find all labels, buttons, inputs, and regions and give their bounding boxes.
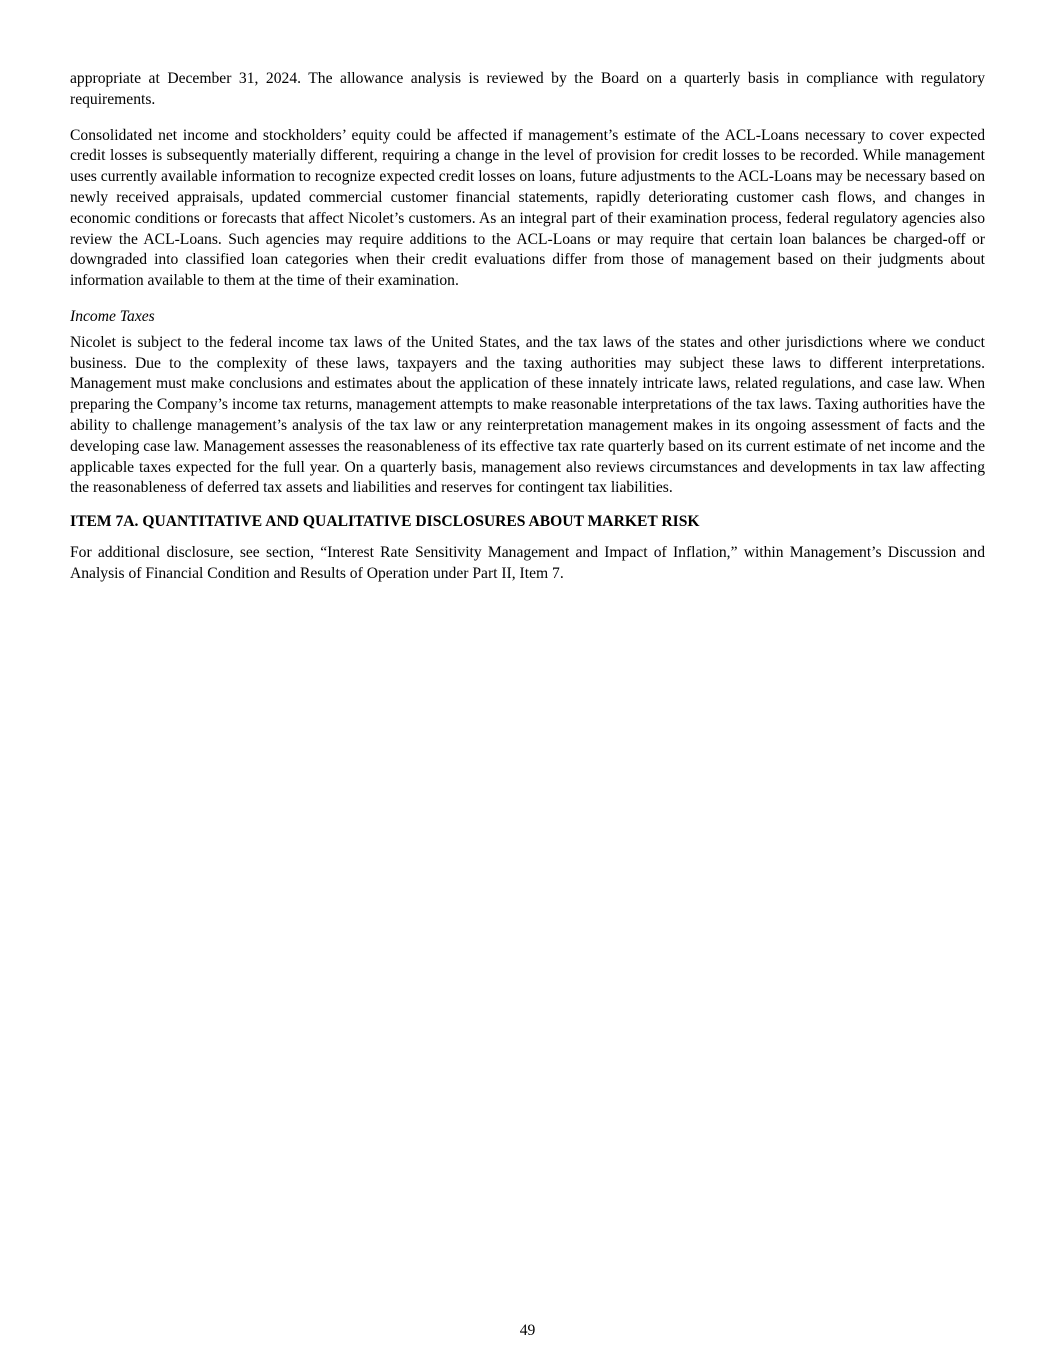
income-taxes-paragraph: Nicolet is subject to the federal income tax laws of the United States, and the tax laws of the states and other jurisdictions where we conduct business. Due to the complexity of these laws, taxpayers and the taxing authorities may subject these laws to different interpretations. Management must make conclusions and estimates about the application of these innately intricate laws, related regulations, and case law. When preparing the Company’s income tax returns, management attempts to make reasonable interpretations of the tax laws. Taxing authorities have the ability to challenge management’s analysis of the tax law or any reinterpretation management makes in its ongoing assessment of facts and the developing case law. Management assesses the reasonableness of its effective tax rate quarterly based on its current estimate of net income and the applicable taxes expected for the full year. On a quarterly basis, management also reviews circumstances and developments in tax law affecting the reasonableness of deferred tax assets and liabilities and reserves for contingent tax liabilities. — [70, 333, 985, 497]
income-taxes-heading: Income Taxes — [70, 307, 155, 325]
item-7a-heading: ITEM 7A. QUANTITATIVE AND QUALITATIVE DISCLOSURES ABOUT MARKET RISK — [70, 513, 700, 531]
net-income-equity-paragraph: Consolidated net income and stockholders’ equity could be affected if management’s estimate of the ACL-Loans necessary to cover expected credit losses is subsequently materially different, requiring a change in the level of provision for credit losses to be recorded. While management uses currently available information to recognize expected credit losses on loans, future adjustments to the ACL-Loans may be necessary based on newly received appraisals, updated commercial customer financial statements, rapidly deteriorating customer cash flows, and changes in economic conditions or forecasts that affect Nicolet’s customers. As an integral part of their examination process, federal regulatory agencies also review the ACL-Loans. Such agencies may require additions to the ACL-Loans or may require that certain loan balances be charged-off or downgraded into classified loan categories when their credit evaluations differ from those of management based on their judgments about information available to them at the time of their examination. — [70, 126, 985, 290]
allowance-review-paragraph: appropriate at December 31, 2024. The allowance analysis is reviewed by the Board on a quarterly basis in compliance with regulatory requirements. — [70, 70, 985, 108]
page-number: 49 — [519, 1322, 536, 1339]
document-body — [70, 69, 985, 585]
additional-disclosure-paragraph: For additional disclosure, see section, “Interest Rate Sensitivity Management and Impact of Inflation,” within Management’s Discussion and Analysis of Financial Condition and Results of Operation under Part II, Item 7. — [70, 543, 985, 582]
